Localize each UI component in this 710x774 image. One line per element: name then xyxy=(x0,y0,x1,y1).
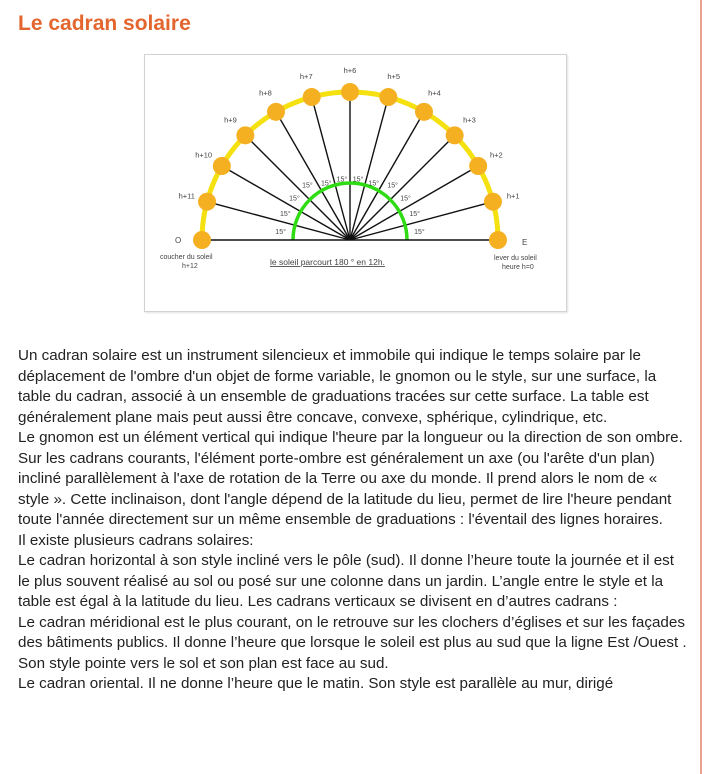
angle-label: 15° xyxy=(302,182,313,190)
hour-label: h+1 xyxy=(506,191,520,201)
hour-label: h+9 xyxy=(224,115,237,125)
angle-label: 15° xyxy=(368,180,380,188)
angle-label: 15° xyxy=(409,211,420,219)
hour-spoke xyxy=(350,135,455,240)
sun-position xyxy=(198,193,216,211)
hour-label: h+5 xyxy=(387,71,401,81)
sun-position xyxy=(236,126,254,144)
hour-label: h+7 xyxy=(299,71,313,81)
sun-position xyxy=(446,126,464,144)
hour-spoke xyxy=(245,135,350,240)
east-letter: E xyxy=(522,238,528,247)
hour-label: h+3 xyxy=(463,115,476,125)
article-paragraph-5: Le cadran méridional est le plus courant, on le retrouve sur les clochers d’églises et sur les façades des bâtiments publics. Il donne l’heure que lorsque le soleil est plus au sud que la ligne Est /Ouest . Son style pointe vers le sol et son plan est face au sud. xyxy=(18,613,687,672)
angle-label: 15° xyxy=(280,211,291,219)
sun-position xyxy=(341,83,359,101)
hour-label: h+11 xyxy=(178,191,195,201)
hour-label: h+6 xyxy=(343,66,357,75)
sun-position xyxy=(213,157,231,175)
article-paragraph-1: Un cadran solaire est un instrument silencieux et immobile qui indique le temps solaire par le déplacement de l'ombre d'un objet de forme variable, le gnomon ou le style, sur une surface, la table du cadran, associé à un ensemble de graduations tracées sur cette surface. La table est généralement plane mais peut aussi être concave, convexe, sphérique, cylindrique, etc. xyxy=(18,347,657,426)
sun-position xyxy=(469,157,487,175)
hour-spoke xyxy=(222,166,350,240)
hour-spokes xyxy=(207,92,493,240)
article-paragraph-2: Le gnomon est un élément vertical qui indique l'heure par la longueur ou la direction de son ombre. Sur les cadrans courants, l'élément porte-ombre est généralement un axe (ou l'arête d'un plan) incliné parallèlement à l'axe de rotation de la Terre ou axe du monde. Il prend alors le nom de « style ». Cette inclinaison, dont l'angle dépend de la latitude du lieu, permet de lire l'heure pendant toute l'année directement sur un même ensemble de graduations : l'éventail des lignes horaires. xyxy=(18,429,683,528)
sun-position xyxy=(267,103,285,121)
hour-label: h+4 xyxy=(428,88,441,98)
hour-spoke xyxy=(312,97,350,240)
page-title: Le cadran solaire xyxy=(18,12,191,35)
sun-position xyxy=(303,88,321,106)
sun-position xyxy=(415,103,433,121)
hour-label: h+10 xyxy=(195,150,213,160)
article-paragraph-6: Le cadran oriental. Il ne donne l’heure que le matin. Son style est parallèle au mur, dirigé xyxy=(18,675,614,692)
hour-label: h+8 xyxy=(259,88,272,98)
west-caption-line1: coucher du soleil xyxy=(160,254,213,261)
sun-position xyxy=(484,193,502,211)
angle-label: 15° xyxy=(414,228,425,236)
center-caption: le soleil parcourt 180 ° en 12h. xyxy=(270,257,385,267)
angle-label: 15° xyxy=(275,228,286,236)
sun-position xyxy=(193,231,211,249)
angle-label: 15° xyxy=(320,180,332,188)
article-body xyxy=(18,346,690,695)
angle-label: 15° xyxy=(387,182,398,190)
angle-label: 15° xyxy=(400,195,411,203)
sundial-diagram xyxy=(144,54,567,312)
west-letter: O xyxy=(175,236,182,245)
sundial-svg xyxy=(145,55,566,311)
hour-spoke xyxy=(350,97,388,240)
east-caption-line1: lever du soleil xyxy=(494,255,537,262)
sun-position xyxy=(489,231,507,249)
angle-label: 15° xyxy=(336,176,348,184)
article-paragraph-4: Le cadran horizontal à son style incliné vers le pôle (sud). Il donne l’heure toute la journée et il est le plus souvent réalisé au sol ou posé sur une colonne dans un jardin. L’angle entre le style et la table est égal à la latitude du lieu. Les cadrans verticaux se divisent en d’autres cadrans : xyxy=(18,552,674,610)
angle-label: 15° xyxy=(352,176,364,184)
article-paragraph-3: Il existe plusieurs cadrans solaires: xyxy=(18,531,254,549)
hour-label: h+2 xyxy=(489,150,503,160)
sun-position xyxy=(379,88,397,106)
angle-label: 15° xyxy=(289,195,300,203)
west-caption-line2: h+12 xyxy=(182,263,198,270)
east-caption-line2: heure h=0 xyxy=(502,264,534,271)
